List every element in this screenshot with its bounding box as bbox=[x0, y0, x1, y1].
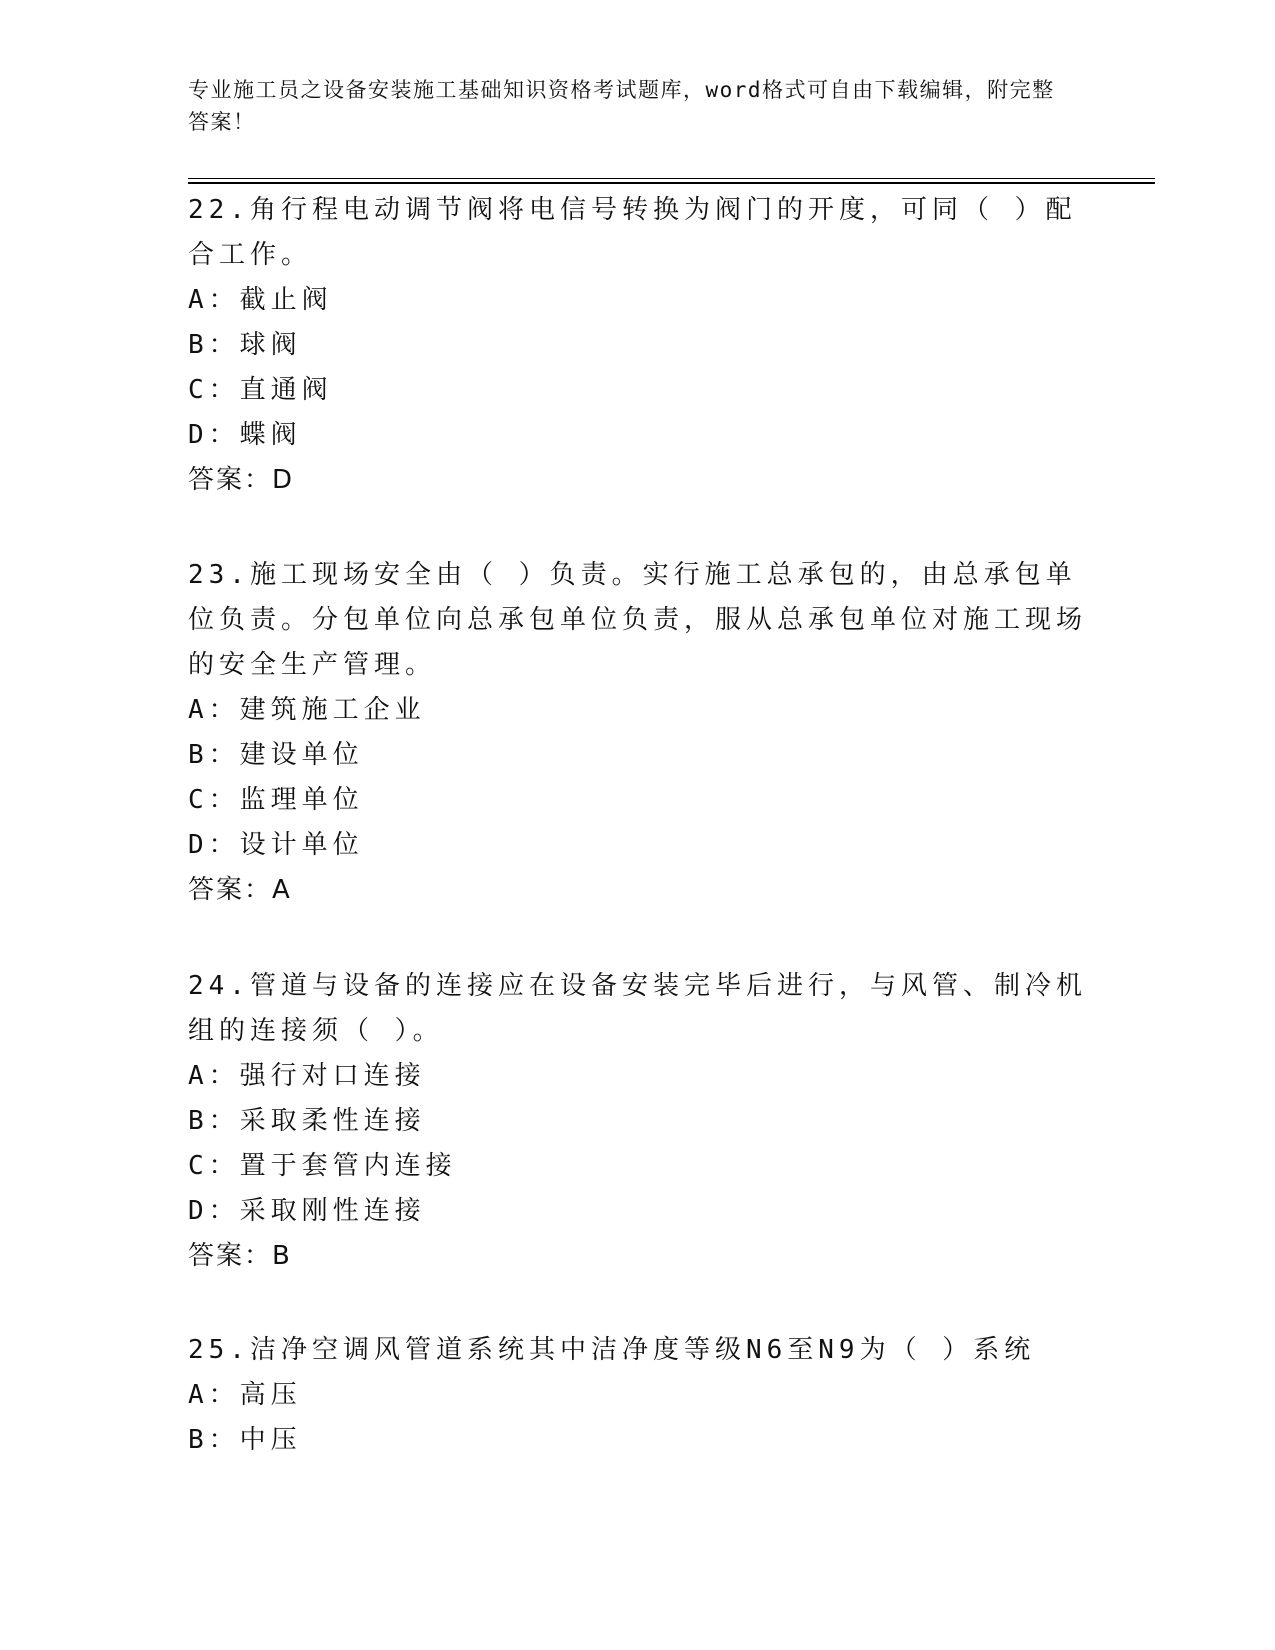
option-a: A：建筑施工企业 bbox=[188, 695, 426, 725]
question-stem: 22.角行程电动调节阀将电信号转换为阀门的开度，可同（ ）配合工作。 bbox=[188, 195, 1077, 270]
answer-line: 答案：D bbox=[188, 465, 295, 495]
option-d: D：采取刚性连接 bbox=[188, 1196, 426, 1226]
question-25 bbox=[188, 1328, 1088, 1463]
option-c: C：监理单位 bbox=[188, 785, 364, 815]
option-a: A：高压 bbox=[188, 1380, 302, 1410]
answer-line: 答案：B bbox=[188, 1241, 292, 1271]
question-stem: 23.施工现场安全由（ ）负责。实行施工总承包的，由总承包单位负责。分包单位向总承包单位负责，服从总承包单位对施工现场的安全生产管理。 bbox=[188, 560, 1088, 680]
option-b: B：球阀 bbox=[188, 330, 302, 360]
option-b: B：建设单位 bbox=[188, 740, 364, 770]
document-header-text: 专业施工员之设备安装施工基础知识资格考试题库，word格式可自由下载编辑，附完整答案！ bbox=[188, 78, 1055, 134]
option-c: C：直通阀 bbox=[188, 375, 333, 405]
option-a: A：强行对口连接 bbox=[188, 1061, 426, 1091]
option-a: A：截止阀 bbox=[188, 285, 333, 315]
option-b: B：中压 bbox=[188, 1425, 302, 1455]
option-d: D：设计单位 bbox=[188, 830, 364, 860]
answer-line: 答案：A bbox=[188, 875, 292, 905]
option-b: B：采取柔性连接 bbox=[188, 1106, 426, 1136]
question-23 bbox=[188, 553, 1088, 913]
question-stem: 25.洁净空调风管道系统其中洁净度等级N6至N9为（ ）系统 bbox=[188, 1335, 1036, 1365]
header-divider-thick bbox=[188, 182, 1155, 184]
option-d: D：蝶阀 bbox=[188, 420, 302, 450]
question-22 bbox=[188, 188, 1088, 503]
question-stem: 24.管道与设备的连接应在设备安装完毕后进行，与风管、制冷机组的连接须（ ）。 bbox=[188, 971, 1087, 1046]
header-divider-thin bbox=[188, 178, 1155, 179]
option-c: C：置于套管内连接 bbox=[188, 1151, 457, 1181]
question-24 bbox=[188, 964, 1088, 1279]
